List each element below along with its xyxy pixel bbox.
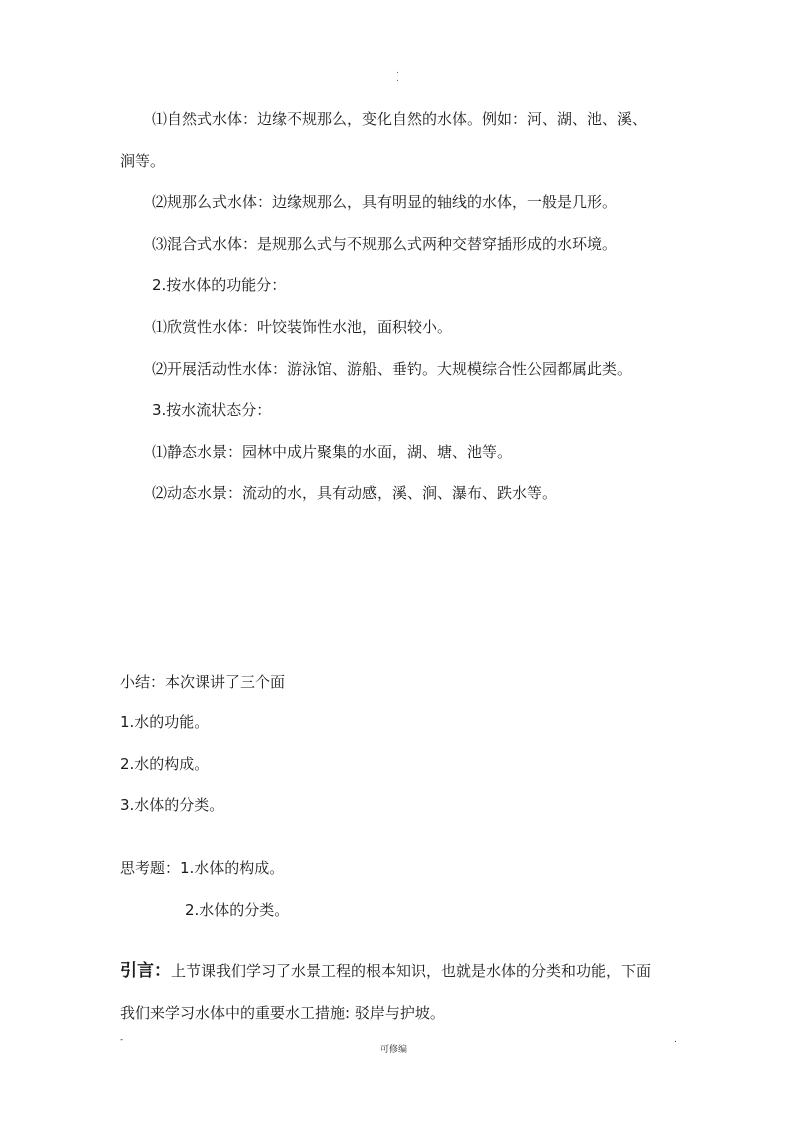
intro-line-2: 我们来学习水体中的重要水工措施: 驳岸与护坡。: [120, 1004, 445, 1022]
paragraph-mixed-water: ⑶混合式水体：是规那么式与不规那么式两种交替穿插形成的水环境。: [152, 235, 618, 253]
paragraph-activity-water: ⑵开展活动性水体：游泳馆、游船、垂钓。大规模综合性公园都属此类。: [152, 360, 633, 378]
paragraph-regular-water: ⑵规那么式水体：边缘规那么，具有明显的轴线的水体，一般是几形。: [152, 193, 618, 211]
question-1: 思考题：1.水体的构成。: [120, 859, 285, 877]
question-2: 2.水体的分类。: [185, 901, 290, 919]
paragraph-dynamic-water: ⑵动态水景：流动的水，具有动感，溪、涧、瀑布、跌水等。: [152, 484, 558, 502]
paragraph-ornamental-water: ⑴欣赏性水体：叶饺装饰性水池，面积较小。: [152, 318, 453, 336]
summary-title: 小结：本次课讲了三个面: [120, 673, 286, 691]
footer-editable-note: 可修编: [380, 1045, 408, 1055]
footer-right-mark: .: [674, 1035, 677, 1045]
paragraph-static-water: ⑴静态水景：园林中成片聚集的水面，湖、塘、池等。: [152, 443, 513, 461]
paragraph-natural-water-b: 涧等。: [120, 152, 166, 170]
intro-line-1: [120, 961, 651, 981]
header-mark: .: [396, 66, 399, 76]
header-mark-2: .: [396, 74, 399, 84]
summary-item-3: 3.水体的分类。: [120, 796, 225, 814]
summary-item-1: 1.水的功能。: [120, 713, 210, 731]
paragraph-natural-water-a: ⑴自然式水体：边缘不规那么，变化自然的水体。例如：河、湖、池、溪、: [152, 110, 648, 128]
intro-text-1: 上节课我们学习了水景工程的根本知识，也就是水体的分类和功能，下面: [171, 962, 652, 980]
heading-by-flow: 3.按水流状态分：: [152, 401, 272, 419]
heading-by-function: 2.按水体的功能分：: [152, 276, 287, 294]
intro-label: 引言：: [120, 961, 171, 981]
footer-left-mark: -: [120, 1035, 124, 1045]
summary-item-2: 2.水的构成。: [120, 755, 210, 773]
